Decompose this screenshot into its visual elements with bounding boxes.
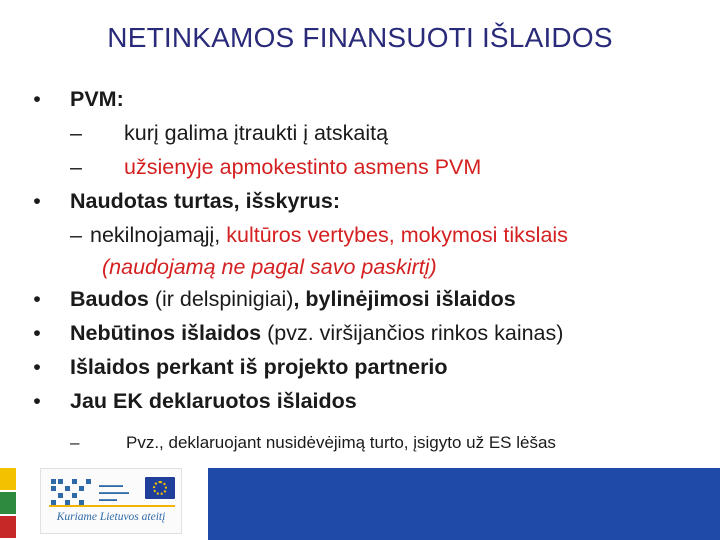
bullet-used-assets: [30, 184, 710, 218]
sub-bullet-used-assets: [30, 218, 710, 252]
bullet-dot: •: [33, 189, 41, 213]
sub-dash: –: [70, 121, 82, 145]
sub-bullet-pvm-1: [30, 116, 710, 150]
sub-bullet-pvm-2: [30, 150, 710, 184]
ministry-logo: [40, 468, 182, 534]
bullet-dot: •: [33, 321, 41, 345]
logo-slogan: Kuriame Lietuvos ateitį: [56, 511, 166, 523]
slide-content: [30, 82, 710, 460]
logo-mosaic-icon: [51, 479, 97, 505]
sub-bullet-ek: [30, 426, 710, 460]
bullet-fines-bold2: , bylinėjimosi išlaidos: [293, 287, 516, 311]
footer-blue-panel: [208, 468, 720, 540]
sub-dash: –: [70, 433, 80, 452]
bullet-pvm-label: PVM:: [70, 87, 124, 111]
slide-title: NETINKAMOS FINANSUOTI IŠLAIDOS: [107, 22, 613, 53]
sub-bullet-continuation: (naudojamą ne pagal savo paskirtį): [102, 255, 437, 279]
bullet-used-assets-label: Naudotas turtas, išskyrus:: [70, 189, 341, 213]
bullet-unnecessary-normal: (pvz. viršijančios rinkos kainas): [261, 321, 564, 345]
bullet-partner-text: Išlaidos perkant iš projekto partnerio: [70, 355, 448, 379]
bullet-fines: [30, 282, 710, 316]
bullet-unnecessary-bold: Nebūtinos išlaidos: [70, 321, 262, 345]
logo-fine-print: ▬▬▬▬ ▬▬▬▬▬ ▬▬▬: [99, 483, 129, 503]
bullet-partner: [30, 350, 710, 384]
sub-dash: –: [70, 223, 82, 247]
bullet-fines-normal: (ir delspinigiai): [148, 287, 294, 311]
bullet-dot: •: [33, 389, 41, 413]
bullet-dot: •: [33, 287, 41, 311]
logo-divider: [49, 505, 175, 507]
flag-stripe-yellow: [0, 468, 16, 490]
eu-flag-icon: [145, 477, 175, 499]
bullet-fines-bold1: Baudos: [70, 287, 149, 311]
sub-bullet-text: Pvz., deklaruojant nusidėvėjimą turto, įsigyto už ES lėšas: [126, 433, 556, 452]
sub-bullet-red: kultūros vertybes, mokymosi tikslais: [226, 223, 568, 247]
bullet-ek: [30, 384, 710, 418]
flag-stripe-red: [0, 516, 16, 538]
bullet-unnecessary: [30, 316, 710, 350]
flag-stripe-green: [0, 492, 16, 514]
bullet-dot: •: [33, 355, 41, 379]
bullet-ek-text: Jau EK deklaruotos išlaidos: [70, 389, 357, 413]
bullet-pvm: [30, 82, 710, 116]
sub-bullet-black: nekilnojamąjį,: [90, 223, 227, 247]
bullet-dot: •: [33, 87, 41, 111]
sub-bullet-text: kurį galima įtraukti į atskaitą: [124, 121, 389, 145]
sub-dash: –: [70, 155, 82, 179]
sub-bullet-text: užsienyje apmokestinto asmens PVM: [124, 155, 482, 179]
